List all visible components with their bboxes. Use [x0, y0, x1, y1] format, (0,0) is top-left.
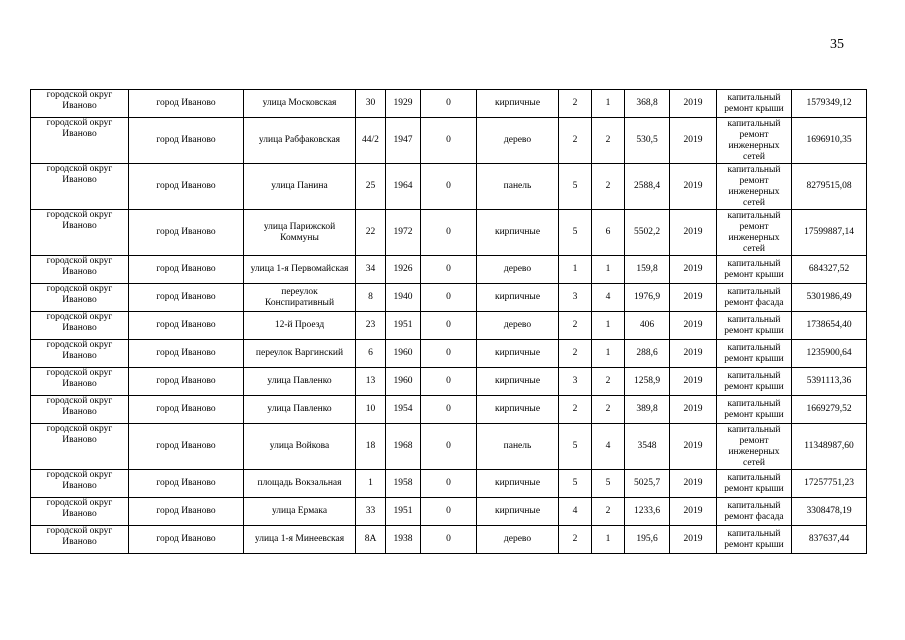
locality-cell: город Иваново — [129, 284, 244, 312]
work-type-cell: капитальный ремонт фасада — [717, 284, 792, 312]
entrances-cell: 6 — [592, 210, 625, 256]
table-row — [31, 210, 867, 256]
zero-value-cell: 0 — [421, 210, 477, 256]
plan-year-cell: 2019 — [670, 210, 717, 256]
floors-cell: 4 — [559, 498, 592, 526]
plan-year-cell: 2019 — [670, 396, 717, 424]
area-cell: 1233,6 — [625, 498, 670, 526]
cost-cell: 1696910,35 — [792, 118, 867, 164]
cost-cell: 684327,52 — [792, 256, 867, 284]
zero-value-cell: 0 — [421, 256, 477, 284]
district-cell: городской округ Иваново — [31, 526, 129, 554]
area-cell: 159,8 — [625, 256, 670, 284]
area-cell: 3548 — [625, 424, 670, 470]
house-cell: 10 — [356, 396, 386, 424]
street-cell: улица Павленко — [244, 396, 356, 424]
year-cell: 1951 — [386, 498, 421, 526]
house-cell: 1 — [356, 470, 386, 498]
district-cell: городской округ Иваново — [31, 312, 129, 340]
material-cell: кирпичные — [477, 498, 559, 526]
table-row — [31, 470, 867, 498]
area-cell: 406 — [625, 312, 670, 340]
locality-cell: город Иваново — [129, 498, 244, 526]
work-type-cell: капитальный ремонт фасада — [717, 498, 792, 526]
entrances-cell: 4 — [592, 284, 625, 312]
work-type-cell: капитальный ремонт крыши — [717, 340, 792, 368]
year-cell: 1954 — [386, 396, 421, 424]
cost-cell: 11348987,60 — [792, 424, 867, 470]
table-row — [31, 284, 867, 312]
area-cell: 5502,2 — [625, 210, 670, 256]
plan-year-cell: 2019 — [670, 368, 717, 396]
cost-cell: 1235900,64 — [792, 340, 867, 368]
plan-year-cell: 2019 — [670, 312, 717, 340]
zero-value-cell: 0 — [421, 284, 477, 312]
house-cell: 22 — [356, 210, 386, 256]
year-cell: 1947 — [386, 118, 421, 164]
cost-cell: 8279515,08 — [792, 164, 867, 210]
area-cell: 1976,9 — [625, 284, 670, 312]
zero-value-cell: 0 — [421, 526, 477, 554]
house-cell: 6 — [356, 340, 386, 368]
floors-cell: 5 — [559, 424, 592, 470]
table-row — [31, 90, 867, 118]
floors-cell: 2 — [559, 118, 592, 164]
entrances-cell: 2 — [592, 498, 625, 526]
area-cell: 1258,9 — [625, 368, 670, 396]
entrances-cell: 5 — [592, 470, 625, 498]
locality-cell: город Иваново — [129, 470, 244, 498]
material-cell: дерево — [477, 118, 559, 164]
zero-value-cell: 0 — [421, 470, 477, 498]
street-cell: переулок Варгинский — [244, 340, 356, 368]
house-cell: 18 — [356, 424, 386, 470]
work-type-cell: капитальный ремонт инженерных сетей — [717, 210, 792, 256]
year-cell: 1960 — [386, 368, 421, 396]
zero-value-cell: 0 — [421, 498, 477, 526]
floors-cell: 2 — [559, 396, 592, 424]
work-type-cell: капитальный ремонт инженерных сетей — [717, 424, 792, 470]
district-cell: городской округ Иваново — [31, 210, 129, 256]
plan-year-cell: 2019 — [670, 164, 717, 210]
year-cell: 1958 — [386, 470, 421, 498]
material-cell: кирпичные — [477, 368, 559, 396]
year-cell: 1972 — [386, 210, 421, 256]
entrances-cell: 2 — [592, 396, 625, 424]
entrances-cell: 1 — [592, 256, 625, 284]
work-type-cell: капитальный ремонт крыши — [717, 526, 792, 554]
floors-cell: 5 — [559, 164, 592, 210]
zero-value-cell: 0 — [421, 118, 477, 164]
material-cell: кирпичные — [477, 396, 559, 424]
zero-value-cell: 0 — [421, 396, 477, 424]
cost-cell: 1579349,12 — [792, 90, 867, 118]
work-type-cell: капитальный ремонт крыши — [717, 368, 792, 396]
cost-cell: 1738654,40 — [792, 312, 867, 340]
floors-cell: 1 — [559, 256, 592, 284]
housing-repair-table — [30, 89, 867, 554]
district-cell: городской округ Иваново — [31, 340, 129, 368]
work-type-cell: капитальный ремонт крыши — [717, 90, 792, 118]
locality-cell: город Иваново — [129, 368, 244, 396]
house-cell: 30 — [356, 90, 386, 118]
material-cell: кирпичные — [477, 284, 559, 312]
entrances-cell: 2 — [592, 118, 625, 164]
district-cell: городской округ Иваново — [31, 396, 129, 424]
entrances-cell: 4 — [592, 424, 625, 470]
table-body — [31, 90, 867, 554]
table-row — [31, 312, 867, 340]
material-cell: дерево — [477, 256, 559, 284]
table-row — [31, 118, 867, 164]
material-cell: кирпичные — [477, 210, 559, 256]
work-type-cell: капитальный ремонт инженерных сетей — [717, 118, 792, 164]
floors-cell: 3 — [559, 284, 592, 312]
year-cell: 1960 — [386, 340, 421, 368]
area-cell: 2588,4 — [625, 164, 670, 210]
street-cell: улица Московская — [244, 90, 356, 118]
plan-year-cell: 2019 — [670, 90, 717, 118]
house-cell: 34 — [356, 256, 386, 284]
floors-cell: 3 — [559, 368, 592, 396]
material-cell: панель — [477, 164, 559, 210]
street-cell: улица 1-я Первомайская — [244, 256, 356, 284]
plan-year-cell: 2019 — [670, 118, 717, 164]
locality-cell: город Иваново — [129, 210, 244, 256]
locality-cell: город Иваново — [129, 396, 244, 424]
cost-cell: 3308478,19 — [792, 498, 867, 526]
work-type-cell: капитальный ремонт крыши — [717, 396, 792, 424]
floors-cell: 5 — [559, 470, 592, 498]
district-cell: городской округ Иваново — [31, 498, 129, 526]
street-cell: улица Панина — [244, 164, 356, 210]
entrances-cell: 2 — [592, 164, 625, 210]
street-cell: площадь Вокзальная — [244, 470, 356, 498]
zero-value-cell: 0 — [421, 368, 477, 396]
page-number: 35 — [830, 37, 844, 52]
cost-cell: 837637,44 — [792, 526, 867, 554]
floors-cell: 5 — [559, 210, 592, 256]
area-cell: 389,8 — [625, 396, 670, 424]
year-cell: 1951 — [386, 312, 421, 340]
year-cell: 1929 — [386, 90, 421, 118]
district-cell: городской округ Иваново — [31, 256, 129, 284]
locality-cell: город Иваново — [129, 90, 244, 118]
locality-cell: город Иваново — [129, 526, 244, 554]
material-cell: кирпичные — [477, 90, 559, 118]
street-cell: улица Парижской Коммуны — [244, 210, 356, 256]
floors-cell: 2 — [559, 90, 592, 118]
table-row — [31, 340, 867, 368]
material-cell: дерево — [477, 312, 559, 340]
district-cell: городской округ Иваново — [31, 470, 129, 498]
street-cell: улица Павленко — [244, 368, 356, 396]
plan-year-cell: 2019 — [670, 284, 717, 312]
work-type-cell: капитальный ремонт крыши — [717, 470, 792, 498]
cost-cell: 17257751,23 — [792, 470, 867, 498]
year-cell: 1940 — [386, 284, 421, 312]
year-cell: 1964 — [386, 164, 421, 210]
plan-year-cell: 2019 — [670, 526, 717, 554]
zero-value-cell: 0 — [421, 164, 477, 210]
material-cell: кирпичные — [477, 470, 559, 498]
table-row — [31, 164, 867, 210]
area-cell: 530,5 — [625, 118, 670, 164]
cost-cell: 1669279,52 — [792, 396, 867, 424]
floors-cell: 2 — [559, 526, 592, 554]
area-cell: 288,6 — [625, 340, 670, 368]
district-cell: городской округ Иваново — [31, 368, 129, 396]
year-cell: 1968 — [386, 424, 421, 470]
table-row — [31, 498, 867, 526]
entrances-cell: 1 — [592, 340, 625, 368]
locality-cell: город Иваново — [129, 256, 244, 284]
house-cell: 25 — [356, 164, 386, 210]
year-cell: 1938 — [386, 526, 421, 554]
house-cell: 23 — [356, 312, 386, 340]
zero-value-cell: 0 — [421, 312, 477, 340]
area-cell: 5025,7 — [625, 470, 670, 498]
table-row — [31, 256, 867, 284]
district-cell: городской округ Иваново — [31, 118, 129, 164]
street-cell: улица Войкова — [244, 424, 356, 470]
entrances-cell: 2 — [592, 368, 625, 396]
table-row — [31, 526, 867, 554]
material-cell: панель — [477, 424, 559, 470]
table-row — [31, 396, 867, 424]
work-type-cell: капитальный ремонт инженерных сетей — [717, 164, 792, 210]
entrances-cell: 1 — [592, 90, 625, 118]
locality-cell: город Иваново — [129, 164, 244, 210]
material-cell: дерево — [477, 526, 559, 554]
cost-cell: 5391113,36 — [792, 368, 867, 396]
plan-year-cell: 2019 — [670, 470, 717, 498]
house-cell: 44/2 — [356, 118, 386, 164]
cost-cell: 5301986,49 — [792, 284, 867, 312]
material-cell: кирпичные — [477, 340, 559, 368]
floors-cell: 2 — [559, 312, 592, 340]
plan-year-cell: 2019 — [670, 256, 717, 284]
street-cell: улица Ермака — [244, 498, 356, 526]
street-cell: переулок Конспиративный — [244, 284, 356, 312]
street-cell: улица 1-я Минеевская — [244, 526, 356, 554]
locality-cell: город Иваново — [129, 340, 244, 368]
locality-cell: город Иваново — [129, 118, 244, 164]
district-cell: городской округ Иваново — [31, 164, 129, 210]
locality-cell: город Иваново — [129, 424, 244, 470]
cost-cell: 17599887,14 — [792, 210, 867, 256]
entrances-cell: 1 — [592, 526, 625, 554]
area-cell: 368,8 — [625, 90, 670, 118]
work-type-cell: капитальный ремонт крыши — [717, 312, 792, 340]
plan-year-cell: 2019 — [670, 340, 717, 368]
house-cell: 8А — [356, 526, 386, 554]
street-cell: 12-й Проезд — [244, 312, 356, 340]
table-row — [31, 424, 867, 470]
plan-year-cell: 2019 — [670, 424, 717, 470]
table-row — [31, 368, 867, 396]
zero-value-cell: 0 — [421, 424, 477, 470]
zero-value-cell: 0 — [421, 340, 477, 368]
house-cell: 8 — [356, 284, 386, 312]
house-cell: 13 — [356, 368, 386, 396]
floors-cell: 2 — [559, 340, 592, 368]
plan-year-cell: 2019 — [670, 498, 717, 526]
district-cell: городской округ Иваново — [31, 90, 129, 118]
zero-value-cell: 0 — [421, 90, 477, 118]
work-type-cell: капитальный ремонт крыши — [717, 256, 792, 284]
district-cell: городской округ Иваново — [31, 424, 129, 470]
year-cell: 1926 — [386, 256, 421, 284]
street-cell: улица Рабфаковская — [244, 118, 356, 164]
district-cell: городской округ Иваново — [31, 284, 129, 312]
house-cell: 33 — [356, 498, 386, 526]
entrances-cell: 1 — [592, 312, 625, 340]
locality-cell: город Иваново — [129, 312, 244, 340]
area-cell: 195,6 — [625, 526, 670, 554]
